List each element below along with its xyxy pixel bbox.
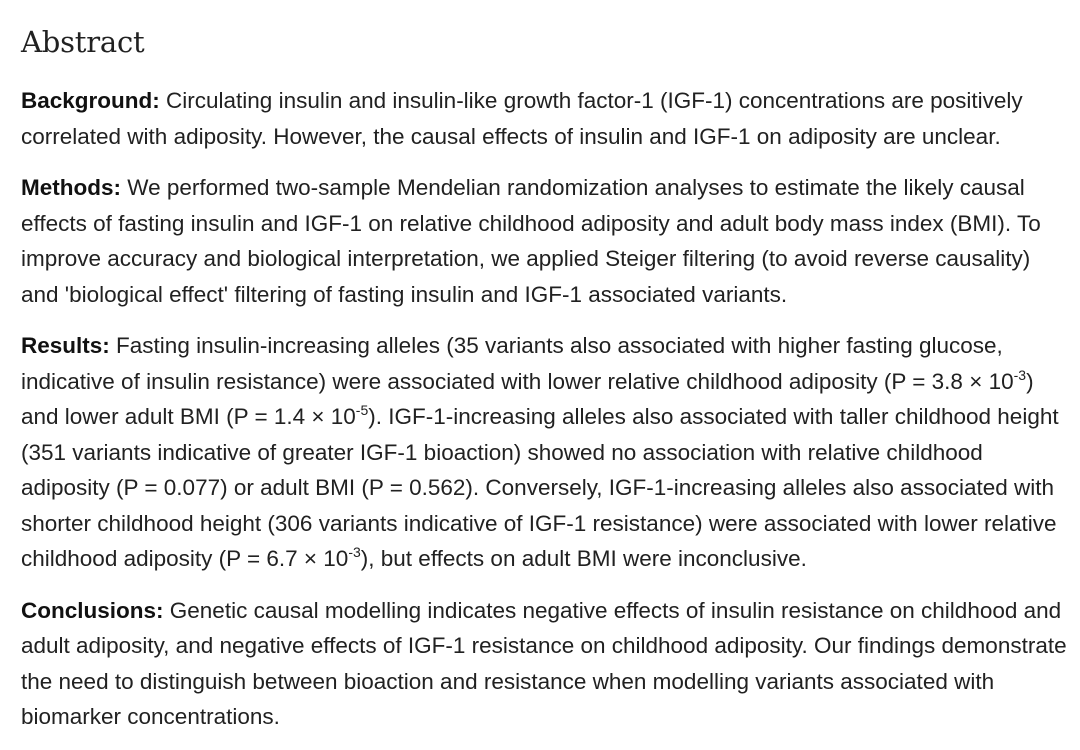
conclusions-text: Genetic causal modelling indicates negative effects of insulin resistance on childhood and adult adiposity, and negative effects of IGF-1 resistance on childhood adiposity. Our findings demonstrate the need to distinguish between bioaction and resistance when modelling variants associated with biomarker concentrations. — [21, 597, 1067, 729]
background-text: Circulating insulin and insulin-like growth factor-1 (IGF-1) concentrations are positively correlated with adiposity. However, the causal effects of insulin and IGF-1 on adiposity are unclear. — [21, 88, 1023, 149]
background-paragraph — [21, 83, 1072, 154]
results-exponent-3: -3 — [348, 544, 361, 560]
results-text-part-2: ) and lower adult BMI (P = 1.4 × 10 — [21, 368, 1034, 429]
conclusions-label: Conclusions: — [21, 597, 164, 623]
methods-paragraph — [21, 170, 1072, 312]
abstract-heading: Abstract — [21, 25, 145, 59]
methods-text: We performed two-sample Mendelian randomization analyses to estimate the likely causal effects of fasting insulin and IGF-1 on relative childhood adiposity and adult body mass index (BMI). To improve accuracy and biological interpretation, we applied Steiger filtering (to avoid reverse causality) and 'biological effect' filtering of fasting insulin and IGF-1 associated variants. — [21, 175, 1041, 307]
results-paragraph — [21, 328, 1072, 577]
results-label: Results: — [21, 333, 110, 358]
results-text-part-4: ), but effects on adult BMI were inconclusive. — [360, 546, 807, 571]
results-text-part-1: Fasting insulin-increasing alleles (35 variants also associated with higher fasting glucose, indicative of insulin resistance) were associated with lower relative childhood adiposity (P = 3.8 × 10 — [21, 333, 1014, 394]
results-exponent-1: -3 — [1013, 366, 1027, 383]
conclusions-paragraph — [21, 593, 1072, 735]
results-text-part-3: ). IGF-1-increasing alleles also associated with taller childhood height (351 variants indicative of greater IGF-1 bioaction) showed no association with relative childhood adiposity (P = 0.077) or adult BMI (P = 0.562). Conversely, IGF-1-increasing alleles also associated with shorter childhood height (306 variants indicative of IGF-1 resistance) were associated with lower relative childhood adiposity (P = 6.7 × 10 — [21, 404, 1059, 571]
results-exponent-2: -5 — [355, 402, 369, 418]
background-label: Background: — [21, 88, 160, 113]
methods-label: Methods: — [21, 175, 121, 200]
